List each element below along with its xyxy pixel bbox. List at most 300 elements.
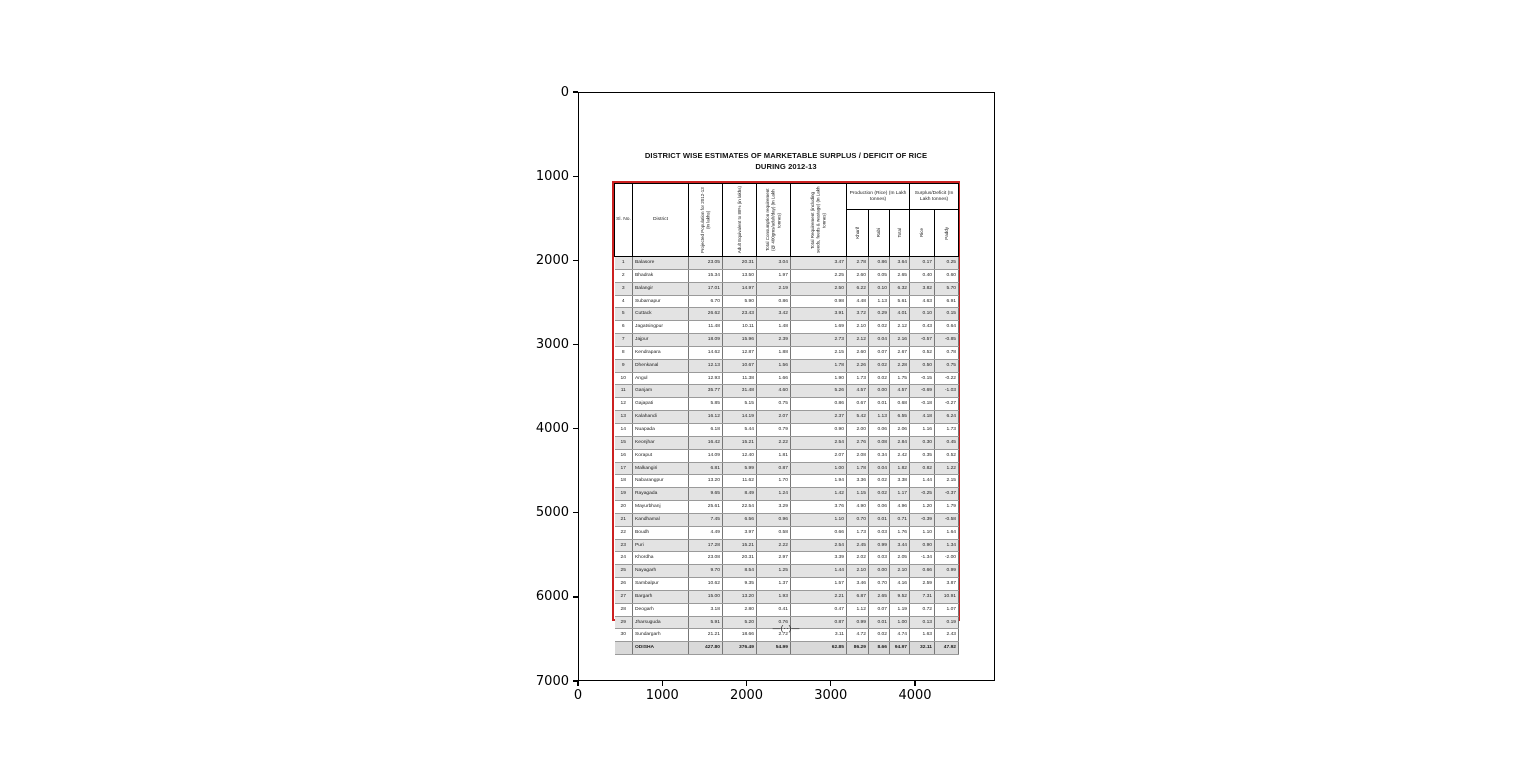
cell-value: 16.12 [689,411,723,424]
cell-value: 1.44 [791,565,847,578]
cell-value: 3.04 [757,257,791,270]
cell-value: 18.66 [723,629,757,642]
header-population: Projected Population for 2012-13 (in lakhs) [689,184,723,257]
cell-value: 2.05 [890,552,910,565]
cell-value: 0.02 [869,475,890,488]
cell-value: 2.22 [757,436,791,449]
table-row [615,321,959,334]
cell-value: 2.10 [890,565,910,578]
cell-value: 1.75 [890,372,910,385]
table-row [615,411,959,424]
cell-value: 3.87 [935,578,959,591]
cell-value: 0.70 [869,578,890,591]
cell-value: 0.10 [910,308,935,321]
y-axis-tick-label: 2000 [535,252,569,268]
cell-value: 4.60 [757,385,791,398]
cell-value: 1.13 [869,411,890,424]
cell-district: Mayurbhanj [633,501,689,514]
cell-value: 4.57 [890,385,910,398]
cell-value: 1.78 [847,462,869,475]
cell-value: 0.75 [935,359,959,372]
cell-value: 2.73 [791,334,847,347]
header-kharif: Kharif [847,210,869,257]
cell-value: 0.10 [869,282,890,295]
cell-district: Balangir [633,282,689,295]
cell-value: -0.57 [910,334,935,347]
cell-value: 0.08 [869,436,890,449]
table-row [615,282,959,295]
cell-value: 9.35 [723,578,757,591]
cell-sl-no: 15 [615,436,633,449]
cell-value: 6.91 [935,295,959,308]
cell-value: 0.05 [869,269,890,282]
x-axis-tick-label: 2000 [729,688,764,703]
cell-sl-no: 26 [615,578,633,591]
cell-sl-no: 1 [615,257,633,270]
cell-value: 2.07 [791,449,847,462]
cell-value: 1.44 [910,475,935,488]
cell-value: 1.93 [757,590,791,603]
cell-value: 0.07 [869,603,890,616]
cell-value: 2.00 [847,423,869,436]
cell-sl-no: 9 [615,359,633,372]
cell-value: 376.49 [723,642,757,655]
cell-value: 2.84 [890,436,910,449]
cell-value: 15.34 [689,269,723,282]
cell-value: 14.97 [723,282,757,295]
cell-value: 2.42 [890,449,910,462]
cell-value: 3.72 [847,308,869,321]
y-axis-tick-label: 7000 [535,673,569,689]
cell-value: 3.76 [791,501,847,514]
cell-value: 1.37 [757,578,791,591]
cell-district: Subarnapur [633,295,689,308]
cell-district: Sambalpur [633,578,689,591]
y-axis-tick-mark [573,176,578,177]
cell-sl-no: 11 [615,385,633,398]
cell-value: 1.42 [791,488,847,501]
cell-value: 11.62 [723,475,757,488]
cell-value: 0.15 [935,308,959,321]
cell-value: 16.42 [689,436,723,449]
cell-value: 62.85 [791,642,847,655]
header-sl-no: Sl. No. [615,184,633,257]
x-axis-tick-label: 0 [573,688,583,703]
document-title-line1: DISTRICT WISE ESTIMATES OF MARKETABLE SURPLUS / DEFICIT OF RICE [644,151,928,160]
cell-value: 0.25 [935,257,959,270]
document-title [598,150,974,173]
cell-value: 2.43 [935,629,959,642]
cell-value: 2.08 [847,449,869,462]
cell-value: 0.66 [910,565,935,578]
cell-value: 0.01 [869,513,890,526]
cell-value: 2.10 [847,565,869,578]
cell-value: 13.20 [689,475,723,488]
cell-value: 1.17 [890,488,910,501]
cell-value: 8.54 [723,565,757,578]
y-axis-tick-label: 3000 [535,336,569,352]
cell-value: 12.13 [689,359,723,372]
cell-value: 3.97 [723,526,757,539]
cell-sl-no: 25 [615,565,633,578]
cell-value: 0.00 [869,565,890,578]
cell-value: 2.45 [847,539,869,552]
cell-sl-no: 7 [615,334,633,347]
cell-value: 3.38 [890,475,910,488]
cell-value: 2.67 [890,346,910,359]
cell-value: 1.07 [935,603,959,616]
table-row [615,359,959,372]
cell-value: 0.01 [869,616,890,629]
cell-value: 0.72 [910,603,935,616]
table-row [615,423,959,436]
cell-value: -0.37 [935,488,959,501]
cell-district: Cuttack [633,308,689,321]
cell-value: 0.75 [757,398,791,411]
cell-district: Gajapati [633,398,689,411]
table-row [615,372,959,385]
cell-value: 0.86 [869,257,890,270]
cell-value: 5.90 [723,295,757,308]
cell-sl-no: 23 [615,539,633,552]
cell-district: ODISHA [633,642,689,655]
cell-value: 4.96 [890,501,910,514]
cell-sl-no: 6 [615,321,633,334]
cell-value: -0.69 [910,385,935,398]
cell-value: 1.70 [757,475,791,488]
cell-district: Jajpur [633,334,689,347]
cell-value: 0.99 [847,616,869,629]
x-axis-tick-mark [746,681,747,686]
table-row [615,269,959,282]
cell-value: 23.43 [723,308,757,321]
y-axis-tick-mark [573,428,578,429]
cell-value: 9.52 [890,590,910,603]
cell-value: 2.50 [791,282,847,295]
cell-district: Malkangiri [633,462,689,475]
cell-value: 2.76 [847,436,869,449]
cell-value: 0.70 [847,513,869,526]
cell-value: 5.20 [723,616,757,629]
cell-value: 1.10 [791,513,847,526]
cell-value: 0.02 [869,359,890,372]
cell-value: 5.85 [689,398,723,411]
cell-value: -0.18 [910,398,935,411]
cell-value: 4.74 [890,629,910,642]
cell-value: 4.16 [890,578,910,591]
y-axis-tick-mark [573,91,578,92]
cell-value: 0.02 [869,488,890,501]
table-row [615,603,959,616]
cell-value: 2.07 [757,411,791,424]
cell-value: 3.11 [791,629,847,642]
cell-value: 0.29 [869,308,890,321]
cell-value: 22.54 [723,501,757,514]
cell-value: 3.64 [890,257,910,270]
cell-value: 0.82 [910,462,935,475]
cell-value: 11.48 [689,321,723,334]
cell-district: Ganjam [633,385,689,398]
cell-value: 0.90 [791,423,847,436]
cell-value: 14.09 [689,449,723,462]
table-row [615,257,959,270]
cell-value: 20.31 [723,257,757,270]
cell-value: 7.31 [910,590,935,603]
cell-district: Nuapada [633,423,689,436]
cell-value: 0.99 [869,539,890,552]
cell-district: Kandhamal [633,513,689,526]
cell-value: 35.77 [689,385,723,398]
cell-value: 9.70 [689,565,723,578]
cell-value: 1.15 [847,488,869,501]
table-row [615,334,959,347]
cell-sl-no: 17 [615,462,633,475]
cell-district: Angul [633,372,689,385]
cell-district: Keonjhar [633,436,689,449]
cell-value: 25.61 [689,501,723,514]
cell-value: 1.12 [847,603,869,616]
cell-value: 11.38 [723,372,757,385]
page-footer-mark: —(··)— [772,624,800,633]
cell-value: 12.93 [689,372,723,385]
cell-value: 0.78 [935,346,959,359]
cell-value: 0.02 [869,629,890,642]
cell-value: 4.63 [910,295,935,308]
cell-value: 0.52 [910,346,935,359]
cell-value: 1.88 [757,346,791,359]
cell-value: 3.46 [847,578,869,591]
table-row [615,385,959,398]
cell-value: 0.66 [791,526,847,539]
cell-district: Rayagada [633,488,689,501]
cell-district: Boudh [633,526,689,539]
cell-value: 3.91 [791,308,847,321]
cell-value: 1.34 [935,539,959,552]
cell-value: 32.11 [910,642,935,655]
cell-sl-no: 3 [615,282,633,295]
table-row [615,552,959,565]
cell-value: 6.18 [689,423,723,436]
cell-value: 17.01 [689,282,723,295]
cell-value: 1.66 [757,372,791,385]
cell-value: 0.17 [910,257,935,270]
cell-value: 0.90 [910,539,935,552]
cell-value: 12.87 [723,346,757,359]
cell-value: 2.26 [847,359,869,372]
cell-value: 1.64 [935,526,959,539]
header-consumption: Total Consumption requirement (@ 400gms/adult/day) (in Lakh tonnes) [757,184,791,257]
table-row [615,462,959,475]
cell-value: 2.15 [935,475,959,488]
cell-value: 0.19 [935,616,959,629]
cell-value: 8.66 [869,642,890,655]
cell-value: 10.91 [935,590,959,603]
cell-value: 2.10 [847,321,869,334]
cell-value: 23.05 [689,257,723,270]
cell-value: 3.82 [910,282,935,295]
table-row [615,590,959,603]
y-axis-tick-mark [573,596,578,597]
x-axis-tick-mark [830,681,831,686]
cell-sl-no: 19 [615,488,633,501]
cell-value: -0.22 [935,372,959,385]
cell-value: 10.67 [723,359,757,372]
cell-value: 0.06 [869,501,890,514]
cell-value: 5.42 [847,411,869,424]
table-body [615,257,959,655]
cell-district: Koraput [633,449,689,462]
cell-value: 6.70 [689,295,723,308]
cell-value: 4.90 [847,501,869,514]
cell-value: 0.02 [869,372,890,385]
cell-value: 2.19 [757,282,791,295]
cell-value: 2.02 [847,552,869,565]
cell-value: 0.99 [935,565,959,578]
table-row [615,488,959,501]
cell-value: 2.28 [890,359,910,372]
cell-value: 2.59 [910,578,935,591]
x-axis-tick-label: 1000 [645,688,679,703]
cell-value: 6.55 [890,411,910,424]
cell-value: 12.40 [723,449,757,462]
cell-district: Bhadrak [633,269,689,282]
cell-value: 1.81 [757,449,791,462]
cell-value: -1.03 [935,385,959,398]
table-row [615,308,959,321]
cell-value: 14.62 [689,346,723,359]
cell-value: 1.73 [847,526,869,539]
cell-value: 4.48 [847,295,869,308]
cell-sl-no: 2 [615,269,633,282]
cell-district: Puri [633,539,689,552]
cell-value: 6.56 [723,513,757,526]
cell-value: 0.13 [910,616,935,629]
cell-district: Kendrapara [633,346,689,359]
table-row [615,526,959,539]
cell-value: 1.63 [910,629,935,642]
cell-value: 0.58 [757,526,791,539]
cell-value: 2.12 [890,321,910,334]
table-row [615,436,959,449]
cell-value: 0.87 [791,616,847,629]
cell-district: Nayagarh [633,565,689,578]
cell-sl-no: 24 [615,552,633,565]
x-axis-tick-label: 4000 [898,688,932,703]
cell-sl-no: 27 [615,590,633,603]
document-title-line2: DURING 2012-13 [755,162,817,172]
cell-value: 1.48 [757,321,791,334]
cell-sl-no: 30 [615,629,633,642]
cell-value: 0.96 [757,513,791,526]
cell-sl-no: 21 [615,513,633,526]
cell-district: Sundargarh [633,629,689,642]
cell-value: 0.45 [935,436,959,449]
cell-value: -0.15 [910,372,935,385]
cell-value: 0.06 [869,423,890,436]
cell-value: 2.54 [791,436,847,449]
header-adult-equivalent: Adult Equivalent to 88% (in lakhs) [723,184,757,257]
cell-district: Jharsuguda [633,616,689,629]
cell-value: 0.86 [791,398,847,411]
cell-value: 3.44 [890,539,910,552]
cell-value: 2.60 [847,346,869,359]
header-district: District [633,184,689,257]
x-axis-tick-mark [914,681,915,686]
cell-district: Deogarh [633,603,689,616]
cell-value: 1.69 [791,321,847,334]
cell-value: -0.58 [935,513,959,526]
cell-value: 0.64 [935,321,959,334]
cell-value: 3.47 [791,257,847,270]
cell-value: 2.78 [847,257,869,270]
cell-value: 0.60 [935,269,959,282]
cell-value: 0.52 [935,449,959,462]
table-row [615,578,959,591]
header-requirement: Total Requirement (including seeds, feeds & wastage) (in Lakh tonnes) [791,184,847,257]
cell-value: 17.28 [689,539,723,552]
cell-value: 0.40 [910,269,935,282]
cell-value: 1.94 [791,475,847,488]
cell-district: Nabarangpur [633,475,689,488]
cell-value: 0.07 [869,346,890,359]
table-row [615,475,959,488]
header-production-group: Production (Rice) (In Lakh tonnes) [847,184,910,210]
cell-value: 1.13 [869,295,890,308]
cell-value: 2.72 [757,629,791,642]
table-row [615,295,959,308]
cell-value: 8.49 [723,488,757,501]
cell-value: 0.41 [757,603,791,616]
cell-value: 3.29 [757,501,791,514]
rice-surplus-table [612,181,960,651]
cell-value: 15.21 [723,539,757,552]
cell-value: 2.21 [791,590,847,603]
cell-value: 0.86 [757,295,791,308]
cell-value: 86.29 [847,642,869,655]
cell-value: 1.56 [757,359,791,372]
cell-value: 1.97 [757,269,791,282]
cell-sl-no: 8 [615,346,633,359]
cell-sl-no [615,642,633,655]
table-row [615,449,959,462]
cell-value: 2.65 [890,269,910,282]
cell-value: 10.11 [723,321,757,334]
cell-value: 2.06 [890,423,910,436]
cell-value: 1.10 [910,526,935,539]
cell-value: 0.03 [869,552,890,565]
cell-value: 0.30 [910,436,935,449]
total-row [615,642,959,655]
cell-value: 0.47 [791,603,847,616]
header-rice: Rice [910,210,935,257]
cell-value: 3.18 [689,603,723,616]
cell-value: 47.92 [935,642,959,655]
x-axis-tick-mark [577,681,578,686]
cell-value: 0.34 [869,449,890,462]
cell-value: 6.24 [935,411,959,424]
cell-value: 1.24 [757,488,791,501]
cell-value: 5.91 [689,616,723,629]
cell-value: 1.73 [935,423,959,436]
cell-value: -0.27 [935,398,959,411]
cell-value: 1.76 [890,526,910,539]
y-axis-tick-mark [573,344,578,345]
cell-value: 5.70 [935,282,959,295]
cell-value: 4.57 [847,385,869,398]
cell-value: 0.35 [910,449,935,462]
cell-value: 1.73 [847,372,869,385]
cell-value: 18.09 [689,334,723,347]
